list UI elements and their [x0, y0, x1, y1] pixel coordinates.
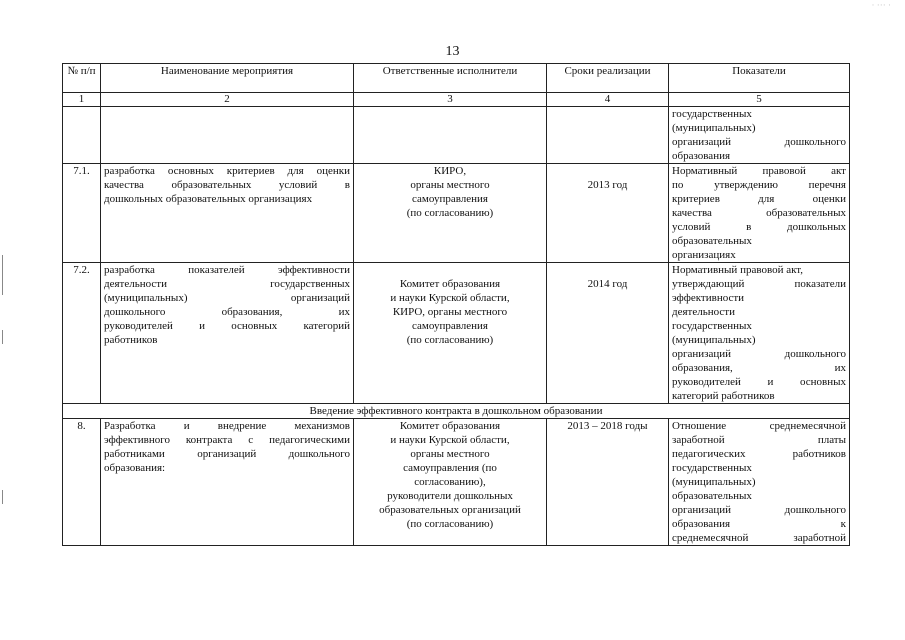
terms-cell [547, 164, 669, 263]
text-line: и науки Курской области, [390, 292, 510, 304]
text-line: утверждающий показатели [672, 278, 846, 290]
text-line: образования, их [672, 362, 846, 374]
text-line: 2013 – 2018 годы [567, 420, 648, 432]
section-title: Введение эффективного контракта в дошкольном образовании [63, 404, 850, 419]
text-line: деятельности [672, 306, 735, 318]
text-line: руководители дошкольных [387, 490, 513, 502]
text-line: государственных [672, 320, 752, 332]
table-row [63, 419, 850, 546]
text-line: категорий работников [672, 390, 775, 402]
text-line: (муниципальных) [672, 334, 756, 346]
text-line: среднемесячной заработной [672, 532, 846, 544]
text-line: КИРО, [433, 165, 467, 177]
text-line: 2013 год [587, 179, 628, 191]
table-row [63, 164, 850, 263]
section-row [63, 404, 850, 419]
text-line: работниками организаций дошкольного [104, 448, 350, 460]
terms-cell [547, 263, 669, 404]
header-indicators: Показатели [669, 64, 850, 93]
text-line: разработка основных критериев для оценки [104, 165, 350, 177]
measures-table [62, 63, 850, 546]
indicator-cell [669, 164, 850, 263]
text-line: самоуправления (по [403, 462, 497, 474]
text-line: образовательных [672, 235, 752, 247]
text-line: образования: [104, 462, 166, 474]
text-line: Разработка и внедрение механизмов [104, 420, 350, 432]
responsible-cell [354, 419, 547, 546]
header-num: № п/п [63, 64, 101, 93]
num-cell: 7.2. [63, 263, 101, 404]
text-line: Нормативный правовой акт, [672, 264, 804, 276]
text-line: руководителей и основных категорий [104, 320, 350, 332]
text-line: критериев для оценки [672, 193, 846, 205]
margin-line [2, 255, 3, 295]
text-line: дошкольных образовательных организациях [104, 193, 313, 205]
text-line: 2014 год [587, 278, 628, 290]
num-cell [63, 107, 101, 164]
text-line: Отношение среднемесячной [672, 420, 846, 432]
index-cell: 2 [101, 93, 354, 107]
name-cell [101, 263, 354, 404]
text-line: по утверждению перечня [672, 179, 846, 191]
text-line: государственных [672, 108, 752, 120]
table-row [63, 263, 850, 404]
text-line: образовательных организаций [379, 504, 521, 516]
responsible-cell [354, 107, 547, 164]
page-number: 13 [445, 44, 460, 59]
text-line: КИРО, органы местного [392, 306, 508, 318]
index-cell: 5 [669, 93, 850, 107]
header-row [63, 64, 850, 93]
header-responsible: Ответственные исполнители [354, 64, 547, 93]
text-line: организаций дошкольного [672, 136, 846, 148]
text-line: образования [672, 150, 731, 162]
text-line: дошкольного образования, их [104, 306, 350, 318]
responsible-cell [354, 164, 547, 263]
terms-cell [547, 419, 669, 546]
indicator-cell [669, 263, 850, 404]
text-line: (муниципальных) [672, 122, 756, 134]
margin-line [2, 330, 3, 344]
text-line: Комитет образования [399, 420, 501, 432]
indicator-cell [669, 419, 850, 546]
text-line: Нормативный правовой акт [672, 165, 846, 177]
text-line: руководителей и основных [672, 376, 846, 388]
text-line: государственных [672, 462, 752, 474]
text-line: образовательных [672, 490, 752, 502]
text-line: и науки Курской области, [390, 434, 510, 446]
text-line: (по согласованию) [406, 334, 494, 346]
text-line: (по согласованию) [406, 207, 494, 219]
scan-artifact: · ··· · [871, 0, 891, 10]
num-cell: 8. [63, 419, 101, 546]
text-line: Комитет образования [399, 278, 501, 290]
text-line: качества образовательных условий в [104, 179, 350, 191]
text-line: самоуправления [412, 320, 488, 332]
text-line: (по согласованию) [406, 518, 494, 530]
text-line: (муниципальных) организаций [104, 292, 350, 304]
name-cell [101, 107, 354, 164]
text-line: педагогических работников [672, 448, 846, 460]
text-line: органы местного [410, 179, 490, 191]
text-line: согласованию), [414, 476, 486, 488]
text-line: организаций дошкольного [672, 348, 846, 360]
text-line: разработка показателей эффективности [104, 264, 350, 276]
index-cell: 3 [354, 93, 547, 107]
index-cell: 1 [63, 93, 101, 107]
text-line: деятельности государственных [104, 278, 350, 290]
text-line: (муниципальных) [672, 476, 756, 488]
table-row [63, 107, 850, 164]
responsible-cell [354, 263, 547, 404]
name-cell [101, 164, 354, 263]
terms-cell [547, 107, 669, 164]
indicator-cell [669, 107, 850, 164]
text-line: самоуправления [412, 193, 488, 205]
text-line: эффективности [672, 292, 745, 304]
text-line: организациях [672, 249, 736, 261]
num-cell: 7.1. [63, 164, 101, 263]
text-line: эффективного контракта с педагогическими [104, 434, 350, 446]
index-row [63, 93, 850, 107]
header-name: Наименование мероприятия [101, 64, 354, 93]
text-line: организаций дошкольного [672, 504, 846, 516]
text-line: качества образовательных [672, 207, 846, 219]
text-line: условий в дошкольных [672, 221, 846, 233]
text-line: заработной платы [672, 434, 846, 446]
margin-line [2, 490, 3, 504]
header-terms: Сроки реализации [547, 64, 669, 93]
name-cell [101, 419, 354, 546]
index-cell: 4 [547, 93, 669, 107]
text-line: образования к [672, 518, 846, 530]
text-line: органы местного [410, 448, 490, 460]
text-line: работников [104, 334, 158, 346]
